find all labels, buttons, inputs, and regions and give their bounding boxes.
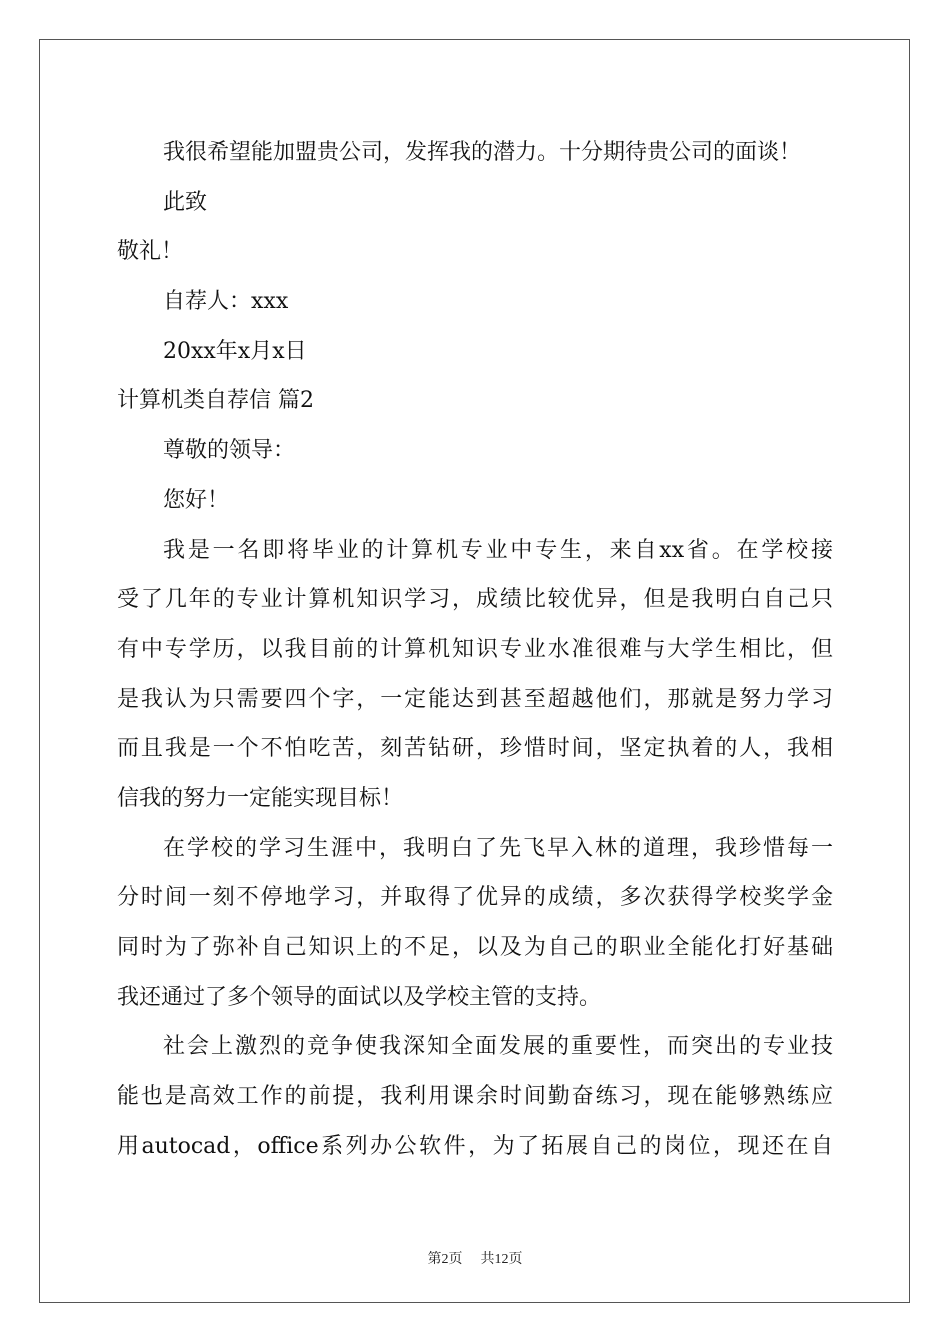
paragraph-line: 我还通过了多个领导的面试以及学校主管的支持。 (117, 984, 602, 1010)
signature-name: 自荐人：xxx (163, 289, 289, 315)
paragraph-line: 用autocad，office系列办公软件，为了拓展自己的岗位，现还在自 (117, 1133, 833, 1159)
paragraph-line: 社会上激烈的竞争使我深知全面发展的重要性，而突出的专业技 (163, 1034, 833, 1060)
greeting-leader: 尊敬的领导： (163, 438, 296, 464)
page-total: 共12页 (480, 1252, 523, 1267)
closing-paragraph: 我很希望能加盟贵公司，发挥我的潜力。十分期待贵公司的面谈！ (163, 140, 802, 165)
greeting-hello: 您好！ (163, 487, 230, 513)
paragraph-line: 有中专学历，以我目前的计算机知识专业水准很难与大学生相比，但 (117, 636, 833, 662)
paragraph-line: 信我的努力一定能实现目标！ (117, 785, 404, 811)
signature-date: 20xx年x月x日 (163, 338, 307, 364)
page-footer (0, 1248, 950, 1268)
document-body (117, 128, 833, 1171)
paragraph-line: 在学校的学习生涯中，我明白了先飞早入林的道理，我珍惜每一 (163, 835, 833, 861)
paragraph-line: 能也是高效工作的前提，我利用课余时间勤奋练习，现在能够熟练应 (117, 1084, 833, 1110)
paragraph-line: 分时间一刻不停地学习，并取得了优异的成绩，多次获得学校奖学金 (117, 885, 833, 911)
section-heading: 计算机类自荐信 篇2 (117, 388, 314, 414)
page-number: 第2页 (427, 1252, 463, 1267)
salutation-ci-zhi: 此致 (163, 189, 208, 215)
paragraph-line: 我是一名即将毕业的计算机专业中专生，来自xx省。在学校接 (163, 537, 833, 563)
paragraph-line: 同时为了弥补自己知识上的不足，以及为自己的职业全能化打好基础 (117, 935, 833, 960)
paragraph-line: 受了几年的专业计算机知识学习，成绩比较优异，但是我明白自己只 (117, 587, 833, 613)
paragraph-line: 是我认为只需要四个字，一定能达到甚至超越他们，那就是努力学习 (117, 686, 833, 712)
salutation-jing-li: 敬礼！ (117, 239, 184, 265)
paragraph-line: 而且我是一个不怕吃苦，刻苦钻研，珍惜时间，坚定执着的人，我相 (117, 736, 833, 762)
